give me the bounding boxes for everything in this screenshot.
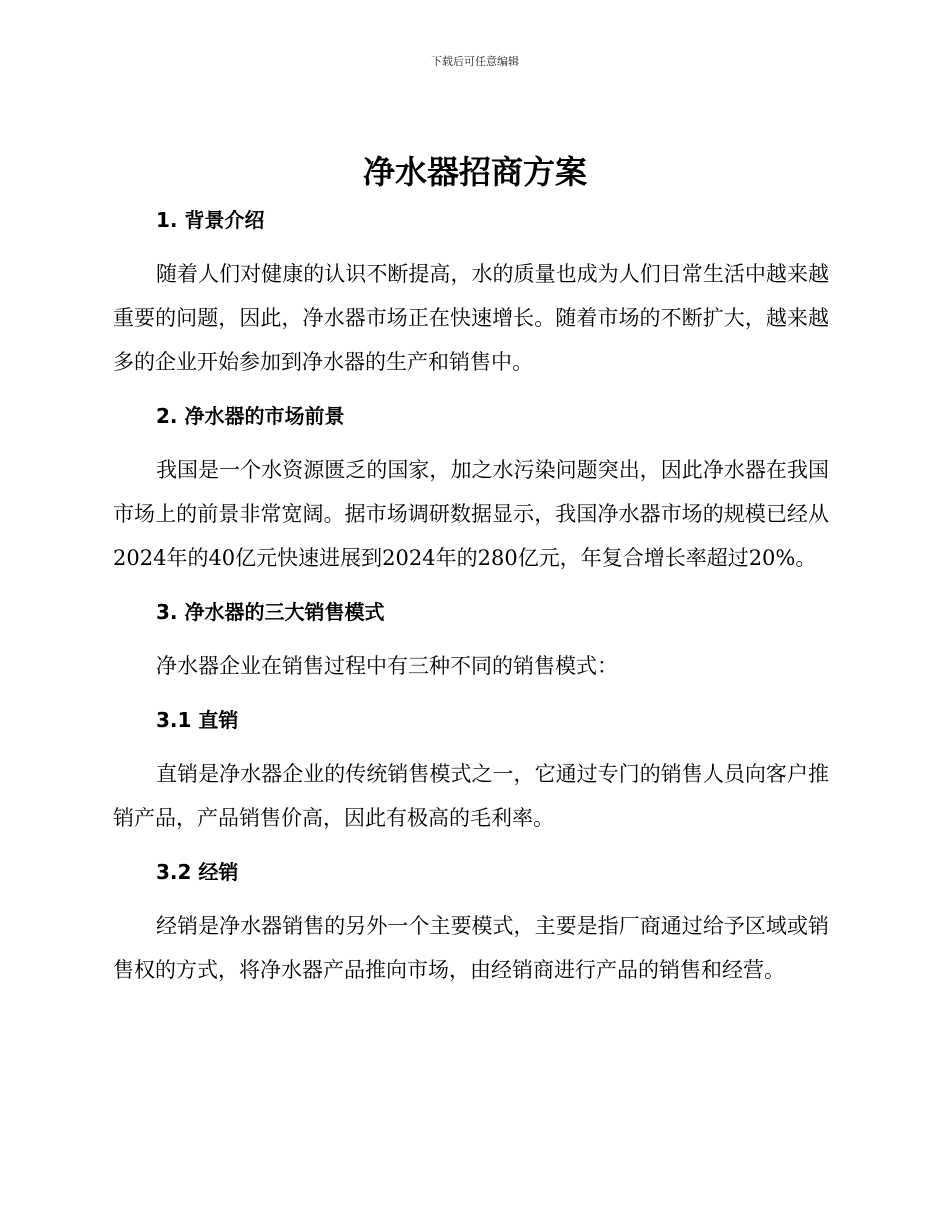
section-heading-sales-models: 3. 净水器的三大销售模式 xyxy=(156,600,385,624)
section-paragraph-direct-sales: 直销是净水器企业的传统销售模式之一，它通过专门的销售人员向客户推销产品，产品销售价高，因此有极高的毛利率。 xyxy=(113,762,829,830)
document-title: 净水器招商方案 xyxy=(362,153,587,191)
section-heading-distribution: 3.2 经销 xyxy=(156,860,239,884)
section-heading-market-outlook: 2. 净水器的市场前景 xyxy=(156,404,345,428)
document-body xyxy=(113,198,829,992)
section-heading-direct-sales: 3.1 直销 xyxy=(156,708,239,732)
section-paragraph-background: 随着人们对健康的认识不断提高，水的质量也成为人们日常生活中越来越重要的问题，因此，净水器市场正在快速增长。随着市场的不断扩大，越来越多的企业开始参加到净水器的生产和销售中。 xyxy=(113,262,829,374)
section-paragraph-sales-models: 净水器企业在销售过程中有三种不同的销售模式： xyxy=(156,654,618,678)
section-heading-background: 1. 背景介绍 xyxy=(156,208,265,232)
header-note: 下载后可任意编辑 xyxy=(431,55,519,68)
section-paragraph-market-outlook: 我国是一个水资源匮乏的国家，加之水污染问题突出，因此净水器在我国市场上的前景非常宽阔。据市场调研数据显示，我国净水器市场的规模已经从2024年的40亿元快速进展到2024年的280亿元，年复合增长率超过20%。 xyxy=(113,458,829,570)
section-paragraph-distribution: 经销是净水器销售的另外一个主要模式，主要是指厂商通过给予区域或销售权的方式，将净水器产品推向市场，由经销商进行产品的销售和经营。 xyxy=(113,914,829,982)
